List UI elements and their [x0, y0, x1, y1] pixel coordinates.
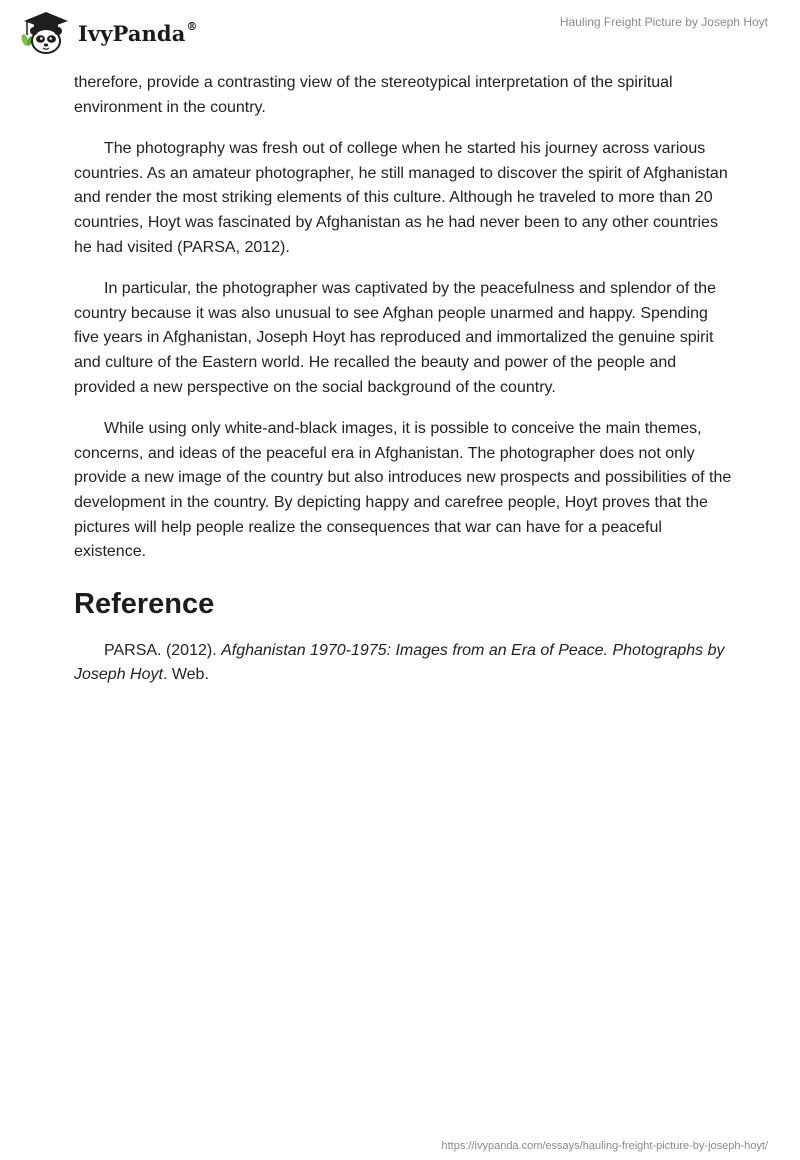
- essay-content: [74, 71, 734, 688]
- document-title: Hauling Freight Picture by Joseph Hoyt: [559, 15, 768, 29]
- paragraph: While using only white-and-black images, it is possible to conceive the main themes, concerns, and ideas of the peaceful era in Afghanistan. The photographer does not only provide a new image of the country but also introduces new prospects and possibilities of the development in the country. By depicting happy and carefree people, Hoyt proves that the pictures will help people realize the consequences that war can have for a peaceful existence.: [74, 420, 732, 561]
- page-header: [0, 0, 800, 64]
- reference-author-year: PARSA. (2012).: [104, 641, 222, 659]
- ivypanda-logo[interactable]: [16, 8, 198, 56]
- reference-title: Afghanistan 1970-1975: Images from an Era of Peace. Photographs by Joseph Hoyt: [74, 641, 725, 684]
- paragraph: In particular, the photographer was captivated by the peacefulness and splendor of the country because it was also unusual to see Afghan people unarmed and happy. Spending five years in Afghanistan, Joseph Hoyt has reproduced and immortalized the genuine spirit and culture of the Eastern world. He recalled the beauty and power of the people and provided a new perspective on the social background of the country.: [74, 280, 716, 396]
- paragraph: The photography was fresh out of college when he started his journey across various countries. As an amateur photographer, he still managed to discover the spirit of Afghanistan and render the most striking elements of this culture. Although he traveled to more than 20 countries, Hoyt was fascinated by Afghanistan as he had never been to any other countries he had visited (PARSA, 2012).: [74, 140, 728, 256]
- logo-wordmark: IvyPanda®: [78, 19, 198, 46]
- paragraph-continuation: therefore, provide a contrasting view of the stereotypical interpretation of the spiritual environment in the country.: [74, 74, 673, 116]
- registered-mark: ®: [186, 19, 198, 33]
- reference-entry: [74, 639, 734, 688]
- reference-suffix: . Web.: [162, 666, 209, 684]
- source-url[interactable]: https://ivypanda.com/essays/hauling-freight-picture-by-joseph-hoyt/: [441, 1140, 768, 1152]
- panda-graduate-icon: [16, 8, 72, 56]
- reference-heading: Reference: [74, 587, 215, 620]
